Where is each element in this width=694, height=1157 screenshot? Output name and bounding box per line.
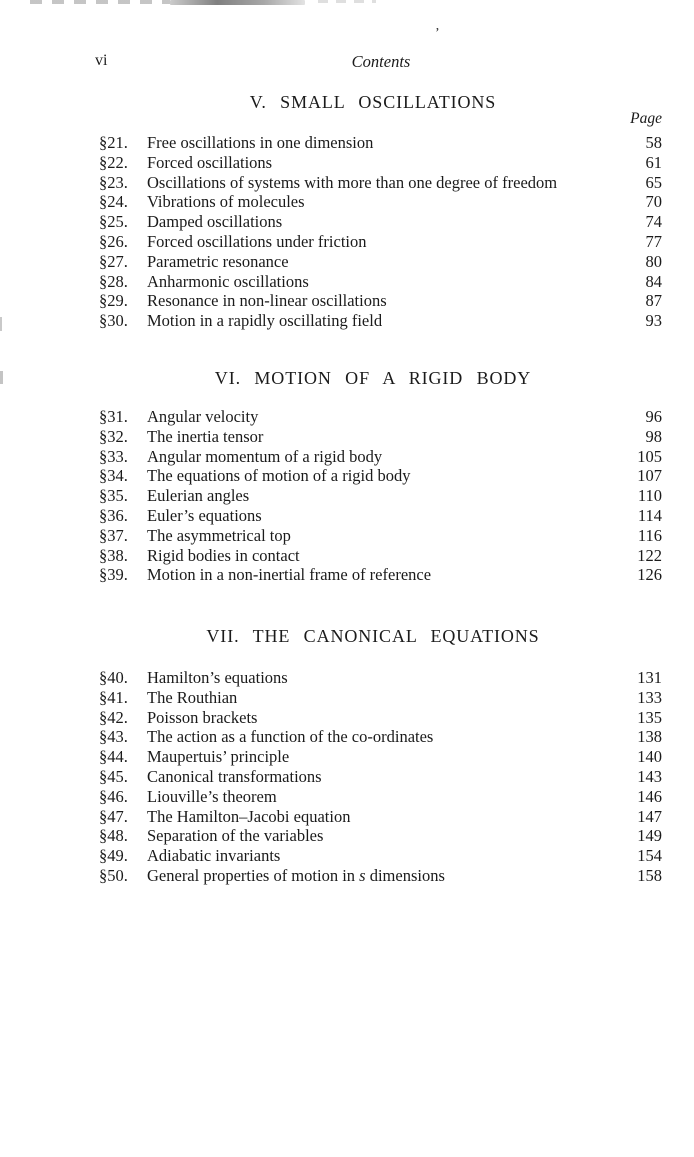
section-number: §50.	[99, 865, 128, 885]
section-number: §44.	[99, 747, 128, 767]
section-page-number: 158	[637, 865, 662, 885]
section-number: §28.	[99, 271, 128, 291]
section-number: §23.	[99, 172, 128, 192]
section-title: The inertia tensor	[147, 426, 264, 446]
toc-row	[88, 846, 662, 866]
toc-row	[88, 506, 662, 526]
section-number: §21.	[99, 133, 128, 152]
section-page-number: 147	[637, 806, 662, 826]
section-number: §49.	[99, 846, 128, 866]
toc-row	[88, 866, 662, 886]
section-number: §33.	[99, 446, 128, 466]
section-number: §46.	[99, 786, 128, 806]
section-page-number: 149	[637, 826, 662, 846]
section-page-number: 131	[637, 668, 662, 687]
section-page-number: 70	[645, 192, 662, 212]
running-title: Contents	[351, 52, 411, 71]
section-number: §26.	[99, 231, 128, 251]
section-title: Vibrations of molecules	[147, 192, 305, 212]
section-title: Oscillations of systems with more than one degree of freedom	[147, 172, 558, 192]
section-number: §25.	[99, 212, 128, 232]
scan-artifact-stray-apostrophe: ’	[435, 26, 440, 41]
chapter-heading: V. SMALL OSCILLATIONS	[249, 92, 497, 112]
toc-row	[88, 212, 662, 232]
toc-row	[88, 272, 662, 292]
toc-row	[88, 747, 662, 767]
section-number: §43.	[99, 727, 128, 747]
section-page-number: 105	[637, 446, 662, 466]
section-number: §29.	[99, 291, 128, 311]
toc-row	[88, 153, 662, 173]
toc-row	[88, 447, 662, 467]
toc-row	[88, 526, 662, 546]
section-number: §45.	[99, 766, 128, 786]
section-number: §48.	[99, 826, 128, 846]
section-number: §30.	[99, 311, 128, 331]
section-page-number: 107	[637, 466, 662, 486]
section-page-number: 74	[645, 212, 662, 232]
toc-row	[88, 826, 662, 846]
section-title: Resonance in non-linear oscillations	[147, 291, 387, 311]
section-title: The Hamilton–Jacobi equation	[147, 806, 351, 826]
section-number: §38.	[99, 545, 128, 565]
section-number: §40.	[99, 668, 128, 687]
section-title: Euler’s equations	[147, 505, 262, 525]
section-number: §42.	[99, 707, 128, 727]
toc-row	[88, 767, 662, 787]
section-title: Anharmonic oscillations	[147, 271, 309, 291]
toc-row	[88, 427, 662, 447]
section-title: Angular momentum of a rigid body	[147, 446, 383, 466]
scan-artifact-top-band	[170, 0, 305, 5]
section-title: Liouville’s theorem	[147, 786, 277, 806]
toc-row	[88, 565, 662, 585]
section-title: Angular velocity	[147, 407, 259, 426]
section-title: Damped oscillations	[147, 212, 283, 232]
section-title: Poisson brackets	[147, 707, 258, 727]
section-number: §35.	[99, 486, 128, 506]
section-page-number: 154	[637, 846, 662, 866]
section-number: §47.	[99, 806, 128, 826]
section-page-number: 65	[645, 172, 662, 192]
section-title: The equations of motion of a rigid body	[147, 466, 411, 486]
toc-row	[88, 546, 662, 566]
section-page-number: 116	[637, 525, 662, 545]
section-page-number: 114	[637, 505, 662, 525]
section-title: Separation of the variables	[147, 826, 324, 846]
toc-list	[88, 133, 662, 331]
toc-list	[88, 407, 662, 585]
section-page-number: 143	[637, 766, 662, 786]
section-page-number: 135	[637, 707, 662, 727]
section-title: Motion in a rapidly oscillating field	[147, 311, 383, 331]
section-title: The action as a function of the co-ordinates	[147, 727, 434, 747]
section-title: Adiabatic invariants	[147, 846, 281, 866]
toc-row	[88, 192, 662, 212]
section-number: §24.	[99, 192, 128, 212]
section-title: General properties of motion in s dimensions	[147, 865, 445, 885]
section-title: Free oscillations in one dimension	[147, 133, 374, 152]
section-title: Eulerian angles	[147, 486, 250, 506]
scan-artifact-top-dashes	[30, 0, 170, 4]
section-page-number: 77	[645, 231, 662, 251]
section-page-number: 110	[637, 486, 662, 506]
section-title: Forced oscillations under friction	[147, 231, 367, 251]
section-number: §37.	[99, 525, 128, 545]
toc-row	[88, 291, 662, 311]
section-page-number: 84	[645, 271, 662, 291]
toc-row	[88, 407, 662, 427]
page-number: vi	[95, 52, 108, 69]
toc-list	[88, 668, 662, 886]
toc-row	[88, 466, 662, 486]
toc-row	[88, 727, 662, 747]
section-page-number: 87	[645, 291, 662, 311]
section-number: §31.	[99, 407, 128, 426]
section-number: §27.	[99, 251, 128, 271]
scan-artifact-top-faint	[318, 0, 376, 3]
section-page-number: 122	[637, 545, 662, 565]
section-title: Maupertuis’ principle	[147, 747, 290, 767]
section-page-number: 140	[637, 747, 662, 767]
toc-row	[88, 787, 662, 807]
section-number: §39.	[99, 565, 128, 585]
toc-row	[88, 311, 662, 331]
chapter-heading: VII. THE CANONICAL EQUATIONS	[206, 626, 540, 646]
toc-row	[88, 232, 662, 252]
section-title: The asymmetrical top	[147, 525, 291, 545]
section-page-number: 98	[645, 426, 662, 446]
section-page-number: 61	[645, 152, 662, 172]
chapter-heading: VI. MOTION OF A RIGID BODY	[214, 368, 532, 388]
section-title: The Routhian	[147, 687, 238, 707]
section-number: §41.	[99, 687, 128, 707]
toc-row	[88, 688, 662, 708]
section-number: §32.	[99, 426, 128, 446]
section-number: §36.	[99, 505, 128, 525]
toc-row	[88, 173, 662, 193]
section-number: §34.	[99, 466, 128, 486]
toc-row	[88, 133, 662, 153]
section-page-number: 58	[645, 133, 662, 152]
page-column-label: Page	[630, 110, 662, 127]
section-number: §22.	[99, 152, 128, 172]
section-title: Parametric resonance	[147, 251, 289, 271]
section-page-number: 80	[645, 251, 662, 271]
section-page-number: 93	[645, 311, 662, 331]
section-page-number: 126	[637, 565, 662, 585]
toc-row	[88, 807, 662, 827]
toc-row	[88, 668, 662, 688]
section-page-number: 138	[637, 727, 662, 747]
section-title: Hamilton’s equations	[147, 668, 288, 687]
section-page-number: 146	[637, 786, 662, 806]
scan-artifact-left-edge-mark	[0, 317, 2, 331]
toc-row	[88, 252, 662, 272]
section-title: Rigid bodies in contact	[147, 545, 300, 565]
section-title: Canonical transformations	[147, 766, 322, 786]
section-page-number: 133	[637, 687, 662, 707]
section-title: Forced oscillations	[147, 152, 273, 172]
section-title: Motion in a non-inertial frame of reference	[147, 565, 432, 585]
section-page-number: 96	[645, 407, 662, 426]
toc-row	[88, 708, 662, 728]
toc-row	[88, 486, 662, 506]
